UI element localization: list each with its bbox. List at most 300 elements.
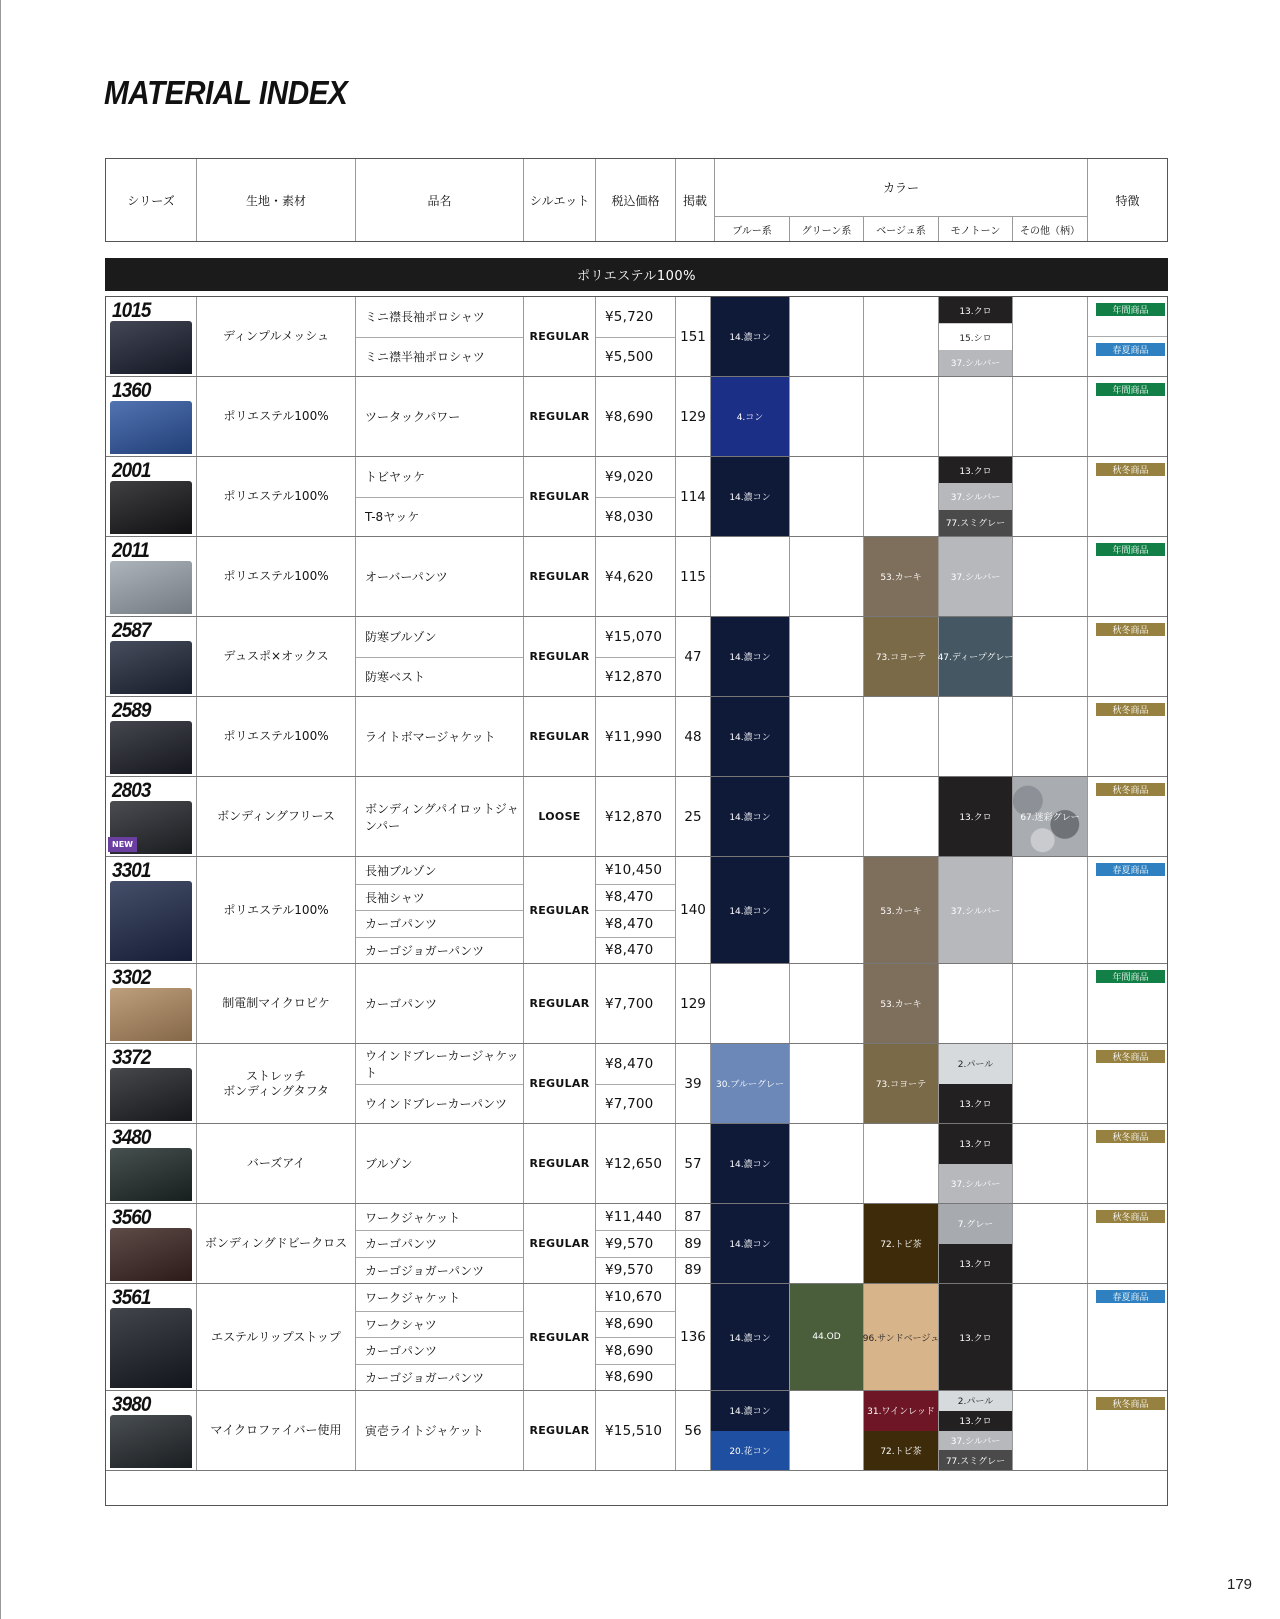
feature-col <box>1088 697 1167 776</box>
color-swatch: 14.濃コン <box>711 1204 789 1283</box>
series-cell <box>106 1284 197 1390</box>
feature-col <box>1088 377 1167 456</box>
color-col-blue <box>711 377 790 456</box>
color-swatch: 13.クロ <box>939 1284 1012 1390</box>
series-cell <box>106 617 197 696</box>
item-name: ワークシャツ <box>356 1311 523 1338</box>
product-photo <box>110 1228 192 1281</box>
prices <box>596 777 676 856</box>
color-col-beige <box>864 1124 939 1203</box>
color-col-blue <box>711 777 790 856</box>
table-row <box>106 964 1167 1044</box>
silhouette: REGULAR <box>524 537 596 616</box>
item-name: ツータックパワー <box>365 410 461 424</box>
season-badge: 春夏商品 <box>1096 863 1165 876</box>
season-badge: 年間商品 <box>1096 383 1165 396</box>
color-col-green <box>790 1124 864 1203</box>
series-number: 3480 <box>112 1126 151 1149</box>
item-name: 長袖ブルゾン <box>365 863 437 878</box>
color-col-blue <box>711 1124 790 1203</box>
silhouette: REGULAR <box>524 697 596 776</box>
season-badge: 秋冬商品 <box>1096 1210 1165 1223</box>
color-swatch: 73.コヨーテ <box>864 617 938 696</box>
table-header <box>105 158 1168 242</box>
header-page: 掲載 <box>676 159 715 241</box>
header-color-green: グリーン系 <box>790 216 864 241</box>
color-swatch: 20.花コン <box>711 1431 789 1471</box>
material-name: ポリエステル100% <box>197 697 356 776</box>
color-col-mono <box>939 617 1013 696</box>
feature-col <box>1088 617 1167 696</box>
material-name: 制電制マイクロピケ <box>197 964 356 1043</box>
color-swatch: 37.シルバー <box>939 350 1012 376</box>
color-col-beige <box>864 377 939 456</box>
price: ¥11,440 <box>605 1209 663 1226</box>
table-row <box>106 457 1167 537</box>
color-swatch: 96.サンドベージュ <box>864 1284 938 1390</box>
item-name: ウインドブレーカーパンツ <box>356 1084 523 1124</box>
price: ¥5,720 <box>605 308 654 325</box>
price: ¥4,620 <box>605 568 654 585</box>
color-swatch: 67.迷彩グレー <box>1013 777 1087 856</box>
price: ¥15,510 <box>605 1422 663 1439</box>
color-swatch: 44.OD <box>790 1284 863 1390</box>
season-badge: 春夏商品 <box>1096 343 1165 356</box>
feature-col <box>1088 1391 1167 1470</box>
color-col-blue <box>711 537 790 616</box>
color-col-green <box>790 777 864 856</box>
prices <box>596 457 676 536</box>
header-price: 税込価格 <box>596 159 676 241</box>
feature-col <box>1088 777 1167 856</box>
category-band: ポリエステル100% <box>105 258 1168 291</box>
color-swatch: 4.コン <box>711 377 789 456</box>
color-col-green <box>790 457 864 536</box>
color-swatch: 53.カーキ <box>864 964 938 1043</box>
color-col-blue <box>711 1391 790 1470</box>
color-col-blue <box>711 617 790 696</box>
feature-col <box>1088 297 1167 376</box>
item-name: オーバーパンツ <box>365 570 448 584</box>
table-row <box>106 697 1167 777</box>
color-col-beige <box>864 697 939 776</box>
color-swatch: 73.コヨーテ <box>864 1044 938 1123</box>
price: ¥7,700 <box>605 995 654 1012</box>
series-cell <box>106 964 197 1043</box>
silhouette: REGULAR <box>524 1124 596 1203</box>
color-col-other <box>1013 777 1088 856</box>
series-cell <box>106 857 197 963</box>
color-swatch: 77.スミグレー <box>939 1450 1012 1470</box>
color-swatch: 37.シルバー <box>939 1431 1012 1451</box>
item-names <box>356 697 524 776</box>
prices <box>596 964 676 1043</box>
color-col-other <box>1013 1391 1088 1470</box>
item-names <box>356 857 524 963</box>
table-row <box>106 377 1167 457</box>
color-col-mono <box>939 697 1013 776</box>
season-badge: 年間商品 <box>1096 303 1165 316</box>
table-row <box>106 297 1167 377</box>
product-photo <box>110 1415 192 1468</box>
color-col-mono <box>939 1284 1013 1390</box>
prices <box>596 1124 676 1203</box>
season-badge: 年間商品 <box>1096 970 1165 983</box>
price: ¥8,030 <box>596 497 675 537</box>
item-name: ミニ襟長袖ポロシャツ <box>365 310 485 325</box>
color-col-mono <box>939 1391 1013 1470</box>
product-photo <box>110 881 192 961</box>
season-badge: 年間商品 <box>1096 543 1165 556</box>
color-swatch: 2.パール <box>939 1391 1012 1411</box>
item-name: トビヤッケ <box>365 470 426 485</box>
series-number: 1015 <box>112 299 151 322</box>
color-col-beige <box>864 1044 939 1123</box>
header-color-other: その他（柄） <box>1013 216 1088 241</box>
page-ref: 39 <box>676 1044 711 1123</box>
color-col-green <box>790 964 864 1043</box>
color-col-blue <box>711 297 790 376</box>
item-name: カーゴパンツ <box>356 1337 523 1364</box>
color-col-green <box>790 857 864 963</box>
color-col-mono <box>939 457 1013 536</box>
item-name: ブルゾン <box>365 1157 413 1171</box>
item-name: カーゴジョガーパンツ <box>356 1257 523 1283</box>
prices <box>596 297 676 376</box>
product-photo <box>110 561 192 614</box>
price: ¥7,700 <box>596 1084 675 1124</box>
series-cell <box>106 1044 197 1123</box>
table-row <box>106 617 1167 697</box>
item-names <box>356 297 524 376</box>
item-name: ワークジャケット <box>365 1210 461 1225</box>
color-swatch: 53.カーキ <box>864 537 938 616</box>
color-col-green <box>790 1204 864 1283</box>
color-col-mono <box>939 1044 1013 1123</box>
color-swatch: 2.パール <box>939 1044 1012 1084</box>
table-row <box>106 1204 1167 1284</box>
season-badge: 秋冬商品 <box>1096 1397 1165 1410</box>
material-name: ポリエステル100% <box>197 457 356 536</box>
series-cell <box>106 1204 197 1283</box>
season-badge: 秋冬商品 <box>1096 783 1165 796</box>
prices <box>596 1284 676 1390</box>
color-swatch: 14.濃コン <box>711 857 789 963</box>
item-name: ウインドブレーカージャケット <box>365 1048 519 1080</box>
page-ref: 151 <box>676 297 711 376</box>
table-row <box>106 537 1167 617</box>
season-badge: 秋冬商品 <box>1096 463 1165 476</box>
series-cell <box>106 457 197 536</box>
color-col-green <box>790 297 864 376</box>
season-badge: 秋冬商品 <box>1096 623 1165 636</box>
material-name: ボンディングドビークロス <box>197 1204 356 1283</box>
color-col-green <box>790 537 864 616</box>
item-name: カーゴパンツ <box>356 1230 523 1256</box>
material-name: ポリエステル100% <box>197 537 356 616</box>
material-name: デュスポ×オックス <box>197 617 356 696</box>
color-col-mono <box>939 297 1013 376</box>
silhouette: LOOSE <box>524 777 596 856</box>
color-col-mono <box>939 537 1013 616</box>
material-name: ストレッチ ボンディングタフタ <box>197 1044 356 1123</box>
feature-col <box>1088 857 1167 963</box>
page-ref: 89 <box>676 1257 710 1283</box>
product-photo <box>110 321 192 374</box>
color-col-green <box>790 377 864 456</box>
page-title: MATERIAL INDEX <box>104 74 348 111</box>
color-swatch: 77.スミグレー <box>939 510 1012 536</box>
price: ¥12,870 <box>605 808 663 825</box>
color-col-blue <box>711 1284 790 1390</box>
item-names <box>356 1391 524 1470</box>
color-swatch: 13.クロ <box>939 1411 1012 1431</box>
header-color-beige: ベージュ系 <box>864 216 939 241</box>
page-ref: 129 <box>676 964 711 1043</box>
price: ¥9,570 <box>596 1257 675 1283</box>
prices <box>596 1204 676 1283</box>
series-number: 3980 <box>112 1393 151 1416</box>
item-names <box>356 1124 524 1203</box>
price: ¥8,690 <box>596 1311 675 1338</box>
material-name: ポリエステル100% <box>197 857 356 963</box>
color-col-beige <box>864 857 939 963</box>
price: ¥15,070 <box>605 628 663 645</box>
color-col-other <box>1013 964 1088 1043</box>
price: ¥10,670 <box>605 1289 663 1306</box>
page-ref: 136 <box>676 1284 711 1390</box>
feature-col <box>1088 457 1167 536</box>
price: ¥8,690 <box>596 1364 675 1391</box>
color-swatch: 13.クロ <box>939 1244 1012 1284</box>
item-names <box>356 1284 524 1390</box>
page-ref: 48 <box>676 697 711 776</box>
series-cell <box>106 777 197 856</box>
color-col-mono <box>939 857 1013 963</box>
item-names <box>356 1204 524 1283</box>
table-row <box>106 857 1167 964</box>
material-name: ポリエステル100% <box>197 377 356 456</box>
price: ¥8,690 <box>605 408 654 425</box>
color-col-beige <box>864 777 939 856</box>
page-ref: 87 <box>684 1209 702 1226</box>
season-badge: 秋冬商品 <box>1096 703 1165 716</box>
color-swatch: 14.濃コン <box>711 777 789 856</box>
feature-col <box>1088 1044 1167 1123</box>
series-number: 3560 <box>112 1206 151 1229</box>
page-ref: 56 <box>676 1391 711 1470</box>
color-swatch: 47.ディープグレー <box>939 617 1012 696</box>
series-number: 2589 <box>112 699 151 722</box>
color-col-blue <box>711 857 790 963</box>
color-col-other <box>1013 617 1088 696</box>
product-photo <box>110 721 192 774</box>
product-photo <box>110 481 192 534</box>
color-col-other <box>1013 377 1088 456</box>
color-col-other <box>1013 297 1088 376</box>
item-name: 防寒ベスト <box>356 657 523 697</box>
price: ¥9,570 <box>596 1230 675 1256</box>
price: ¥12,870 <box>596 657 675 697</box>
page-ref: 57 <box>676 1124 711 1203</box>
color-swatch: 14.濃コン <box>711 1284 789 1390</box>
color-swatch: 13.クロ <box>939 777 1012 856</box>
color-swatch: 37.シルバー <box>939 1164 1012 1204</box>
item-names <box>356 617 524 696</box>
header-silhouette: シルエット <box>524 159 596 241</box>
product-photo <box>110 1148 192 1201</box>
prices <box>596 697 676 776</box>
header-color: カラー <box>715 159 1088 216</box>
series-cell <box>106 697 197 776</box>
product-photo <box>110 401 192 454</box>
price: ¥8,470 <box>596 910 675 937</box>
header-item: 品名 <box>356 159 524 241</box>
price: ¥11,990 <box>605 728 663 745</box>
color-col-other <box>1013 537 1088 616</box>
color-col-blue <box>711 1044 790 1123</box>
page-refs <box>676 1204 711 1283</box>
product-photo <box>110 641 192 694</box>
price: ¥10,450 <box>605 862 663 879</box>
silhouette: REGULAR <box>524 1391 596 1470</box>
item-names <box>356 537 524 616</box>
feature-col <box>1088 1284 1167 1390</box>
series-number: 1360 <box>112 379 151 402</box>
silhouette: REGULAR <box>524 857 596 963</box>
color-col-green <box>790 1284 864 1390</box>
color-swatch: 14.濃コン <box>711 1391 789 1431</box>
color-swatch: 31.ワインレッド <box>864 1391 938 1431</box>
color-col-beige <box>864 617 939 696</box>
color-swatch: 14.濃コン <box>711 297 789 376</box>
page-ref: 140 <box>676 857 711 963</box>
color-col-green <box>790 1044 864 1123</box>
page-ref: 47 <box>676 617 711 696</box>
item-name: ワークジャケット <box>365 1290 461 1305</box>
price: ¥9,020 <box>605 468 654 485</box>
color-col-beige <box>864 537 939 616</box>
series-cell <box>106 537 197 616</box>
series-cell <box>106 377 197 456</box>
material-name: ボンディングフリース <box>197 777 356 856</box>
series-cell <box>106 297 197 376</box>
prices <box>596 537 676 616</box>
header-feature: 特徴 <box>1115 193 1140 208</box>
color-swatch: 14.濃コン <box>711 697 789 776</box>
season-badge: 秋冬商品 <box>1096 1050 1165 1063</box>
item-name: 寅壱ライトジャケット <box>365 1424 484 1438</box>
item-name: カーゴパンツ <box>356 910 523 937</box>
material-name: マイクロファイバー使用 <box>197 1391 356 1470</box>
silhouette: REGULAR <box>524 377 596 456</box>
silhouette: REGULAR <box>524 297 596 376</box>
page-ref: 114 <box>676 457 711 536</box>
item-name: ミニ襟半袖ポロシャツ <box>356 337 523 377</box>
prices <box>596 857 676 963</box>
color-col-other <box>1013 1204 1088 1283</box>
silhouette: REGULAR <box>524 457 596 536</box>
color-col-mono <box>939 377 1013 456</box>
page-ref: 25 <box>676 777 711 856</box>
season-badge: 秋冬商品 <box>1096 1130 1165 1143</box>
feature-col <box>1088 537 1167 616</box>
color-col-other <box>1013 697 1088 776</box>
color-swatch: 13.クロ <box>939 1124 1012 1164</box>
series-cell <box>106 1391 197 1470</box>
header-series: シリーズ <box>106 159 197 241</box>
feature-col <box>1088 1204 1167 1283</box>
new-badge: NEW <box>108 837 137 852</box>
item-name: カーゴジョガーパンツ <box>356 1364 523 1391</box>
item-name: カーゴジョガーパンツ <box>356 937 523 964</box>
product-photo <box>110 1068 192 1121</box>
series-number: 3561 <box>112 1286 151 1309</box>
color-col-blue <box>711 457 790 536</box>
table-row <box>106 777 1167 857</box>
silhouette: REGULAR <box>524 1204 596 1283</box>
color-col-green <box>790 617 864 696</box>
series-number: 2587 <box>112 619 151 642</box>
header-color-mono: モノトーン <box>939 216 1013 241</box>
color-swatch: 13.クロ <box>939 1084 1012 1124</box>
series-number: 3301 <box>112 859 151 882</box>
color-swatch: 14.濃コン <box>711 457 789 536</box>
series-number: 2001 <box>112 459 151 482</box>
feature-col <box>1088 964 1167 1043</box>
material-table <box>105 296 1168 1506</box>
color-swatch: 53.カーキ <box>864 857 938 963</box>
product-photo <box>110 1308 192 1388</box>
silhouette: REGULAR <box>524 617 596 696</box>
product-photo <box>110 988 192 1041</box>
series-cell <box>106 1124 197 1203</box>
color-col-other <box>1013 1124 1088 1203</box>
page-ref: 89 <box>676 1230 710 1256</box>
silhouette: REGULAR <box>524 964 596 1043</box>
item-names <box>356 1044 524 1123</box>
color-swatch: 15.シロ <box>939 323 1012 350</box>
color-swatch: 37.シルバー <box>939 857 1012 963</box>
material-name: ディンプルメッシュ <box>197 297 356 376</box>
price: ¥12,650 <box>605 1155 663 1172</box>
table-row <box>106 1044 1167 1124</box>
color-col-green <box>790 697 864 776</box>
color-col-mono <box>939 964 1013 1043</box>
series-number: 3302 <box>112 966 151 989</box>
item-names <box>356 377 524 456</box>
season-badge: 春夏商品 <box>1096 1290 1165 1303</box>
color-swatch: 7.グレー <box>939 1204 1012 1244</box>
prices <box>596 1044 676 1123</box>
page-ref: 115 <box>676 537 711 616</box>
prices <box>596 617 676 696</box>
item-name: ライトボマージャケット <box>365 730 496 744</box>
color-swatch: 37.シルバー <box>939 537 1012 616</box>
page-ref: 129 <box>676 377 711 456</box>
series-number: 2803 <box>112 779 151 802</box>
color-col-beige <box>864 964 939 1043</box>
color-swatch: 13.クロ <box>939 457 1012 483</box>
color-col-green <box>790 1391 864 1470</box>
color-swatch: 30.ブルーグレー <box>711 1044 789 1123</box>
color-col-other <box>1013 857 1088 963</box>
item-names <box>356 457 524 536</box>
color-swatch: 72.トビ茶 <box>864 1204 938 1283</box>
color-col-beige <box>864 297 939 376</box>
item-name: カーゴパンツ <box>365 997 438 1011</box>
color-col-beige <box>864 457 939 536</box>
